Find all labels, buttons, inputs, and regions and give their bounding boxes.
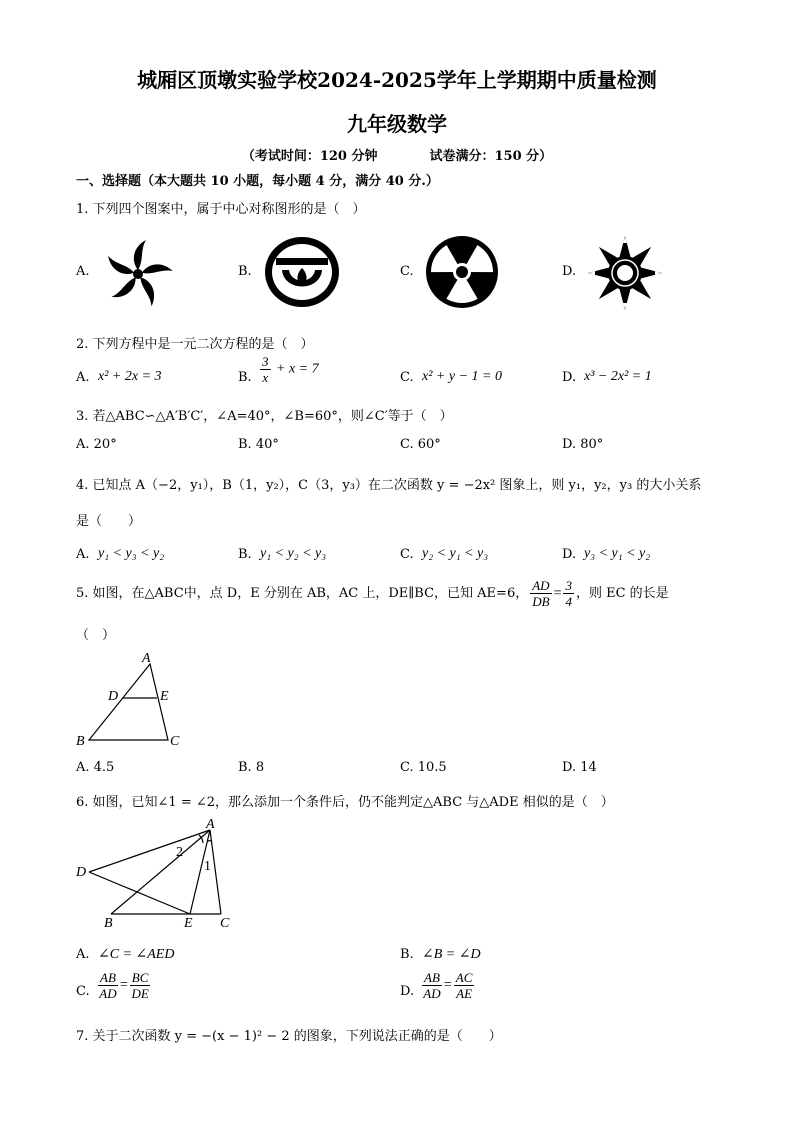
q2-option-a-formula: x² + 2x = 3: [98, 369, 162, 384]
question-1-stem: 1. 下列四个图案中，属于中心对称图形的是（ ）: [76, 202, 366, 217]
triangle-figure-q5: [70, 648, 190, 750]
q1-option-c-label: C.: [400, 264, 414, 279]
q3-option-c: C. 60°: [400, 437, 441, 452]
question-6-stem: 6. 如图，已知∠1 = ∠2，那么添加一个条件后，仍不能判定△ABC 与△ADE 相似的是（ ）: [76, 795, 614, 810]
q6-c-num2: BC: [131, 970, 149, 985]
q6-angle-1: 1: [204, 859, 211, 874]
triangle-figure-q6: [70, 816, 250, 932]
q5-frac-num: AD: [532, 578, 550, 593]
exam-title: 城厢区顶墩实验学校2024-2025学年上学期期中质量检测: [137, 68, 657, 92]
exam-info: （考试时间：120 分钟 试卷满分：150 分）: [241, 149, 553, 164]
q4-option-b: y₁ < y₂ < y₃: [260, 546, 327, 561]
q4-option-c: y₂ < y₁ < y₃: [422, 546, 489, 561]
q5-stem-a: 5. 如图，在△ABC中，点 D，E 分别在 AB，AC 上，DE∥BC，已知 AE=6，: [76, 586, 529, 601]
exam-subject: 九年级数学: [347, 112, 447, 136]
q5-label-a: A: [142, 651, 151, 666]
q5-option-c: C. 10.5: [400, 760, 447, 775]
question-4-stem-cont: 是（ ）: [76, 514, 142, 529]
q2-option-c-label: C.: [400, 370, 414, 385]
q1-option-a-label: A.: [76, 264, 90, 279]
pinwheel-emblem-icon: [100, 236, 176, 312]
q3-option-a: A. 20°: [76, 437, 117, 452]
q4-option-d: y₃ < y₁ < y₂: [584, 546, 651, 561]
q4-option-c-label: C.: [400, 547, 414, 562]
q6-c-den1: AD: [99, 986, 117, 1001]
q5-option-b: B. 8: [238, 760, 265, 775]
q4-option-a: y₁ < y₃ < y₂: [98, 546, 165, 561]
q2-option-a-label: A.: [76, 370, 90, 385]
section-heading: 一、选择题（本大题共 10 小题，每小题 4 分，满分 40 分.）: [76, 174, 439, 189]
question-3-stem: 3. 若△ABC∽△A′B′C′，∠A=40°，∠B=60°，则∠C′等于（ ）: [76, 409, 453, 424]
q2-option-b-label: B.: [238, 370, 252, 385]
q2-b-numerator: 3: [262, 354, 269, 369]
q6-option-b: ∠B = ∠D: [422, 947, 481, 962]
q6-option-d: [420, 970, 476, 1001]
q6-label-b: B: [104, 916, 113, 931]
q6-label-d: D: [76, 865, 87, 880]
radiation-symbol-icon: [424, 234, 500, 310]
q2-option-c-formula: x² + y − 1 = 0: [422, 369, 502, 384]
q6-angle-2: 2: [176, 845, 183, 860]
q5-label-b: B: [76, 734, 85, 749]
q1-option-b-label: B.: [238, 264, 252, 279]
question-5-stem-cont: （ ）: [76, 628, 116, 643]
ornamental-star-icon: [584, 234, 666, 312]
q2-option-d-label: D.: [562, 370, 577, 385]
q6-option-b-label: B.: [400, 947, 414, 962]
bank-emblem-icon: [262, 234, 342, 310]
q6-c-eq: =: [119, 977, 128, 993]
question-4-stem: 4. 已知点 A（−2，y₁），B（1，y₂），C（3，y₃）在二次函数 y = −2x² 图象上，则 y₁，y₂，y₃ 的大小关系: [76, 478, 702, 493]
q2-option-d-formula: x³ − 2x² = 1: [584, 369, 652, 384]
q6-d-eq: =: [443, 977, 452, 993]
q6-c-num1: AB: [100, 970, 116, 985]
q5-val-num: 3: [565, 578, 572, 593]
q5-label-e: E: [160, 689, 169, 704]
q5-option-d: D. 14: [562, 760, 597, 775]
q4-option-d-label: D.: [562, 547, 577, 562]
q6-option-c: [96, 970, 152, 1001]
q3-option-b: B. 40°: [238, 437, 279, 452]
q4-option-b-label: B.: [238, 547, 252, 562]
q5-option-a: A. 4.5: [76, 760, 115, 775]
q6-c-den2: DE: [131, 986, 149, 1001]
q3-option-d: D. 80°: [562, 437, 604, 452]
q6-option-a-label: A.: [76, 947, 90, 962]
q5-label-c: C: [170, 734, 180, 749]
q2-b-denominator: x: [262, 370, 269, 385]
q4-option-a-label: A.: [76, 547, 90, 562]
q1-option-d-label: D.: [562, 264, 577, 279]
q6-option-a: ∠C = ∠AED: [98, 947, 175, 962]
q6-d-den1: AD: [423, 986, 441, 1001]
q2-b-rest: + x = 7: [276, 361, 319, 377]
q6-d-den2: AE: [456, 986, 473, 1001]
q5-stem-b: ，则 EC 的长是: [575, 586, 669, 601]
question-2-stem: 2. 下列方程中是一元二次方程的是（ ）: [76, 337, 314, 352]
q6-option-d-label: D.: [400, 984, 415, 999]
q6-label-a: A: [206, 817, 215, 832]
q5-label-d: D: [108, 689, 119, 704]
q6-d-num2: AC: [455, 970, 473, 985]
question-7-stem: 7. 关于二次函数 y = −(x − 1)² − 2 的图象，下列说法正确的是（ ）: [76, 1029, 502, 1044]
question-5-stem: [76, 578, 669, 609]
q5-frac-den: DB: [532, 594, 550, 609]
q5-val-den: 4: [565, 594, 572, 609]
q2-option-b-formula: [258, 354, 319, 385]
q5-eq: =: [553, 586, 562, 601]
q6-option-c-label: C.: [76, 984, 90, 999]
q6-label-e: E: [184, 916, 193, 931]
q6-d-num1: AB: [424, 970, 440, 985]
q6-label-c: C: [220, 916, 230, 931]
